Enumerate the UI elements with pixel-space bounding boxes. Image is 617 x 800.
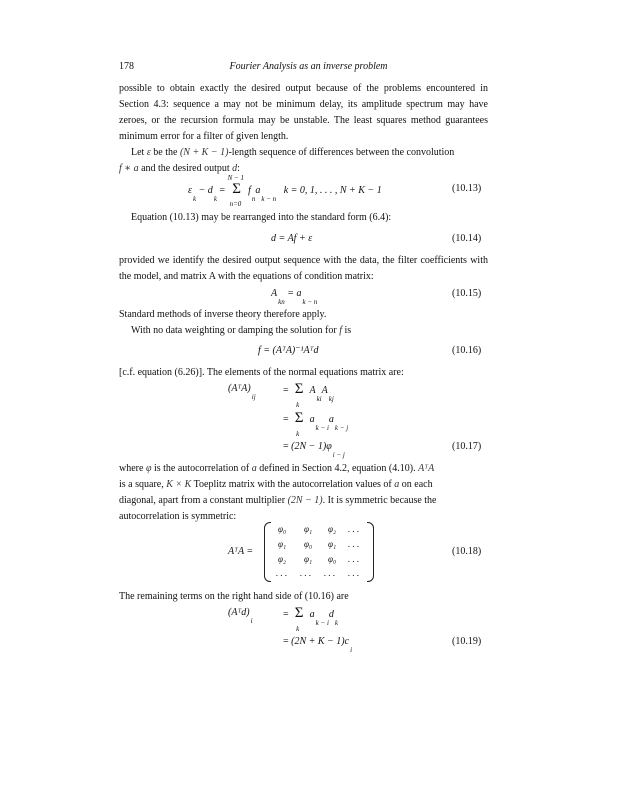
matrix-cell: φ₁ — [278, 539, 287, 549]
matrix-cell: φ₂ — [278, 554, 287, 564]
equation-10-19-line-1: = Σ k $a_{k - i}d_k$ — [283, 605, 339, 633]
paragraph-8-line-2: is a square, K × K Toeplitz matrix with the autocorrelation values of a on each — [119, 479, 433, 490]
equation-10-17-line-3: = $(2N - 1)\varphi_{i - j}$ — [283, 441, 345, 459]
equation-number-10-15: (10.15) — [452, 288, 482, 299]
matrix-cell: . . . — [348, 539, 360, 549]
equation-number-10-19: (10.19) — [452, 636, 482, 647]
equation-10-13: $\varepsilon_k - d_k$ = N − 1 Σ n=0 $f_na_{k - n}$ k = 0, 1, . . . , N + K − 1 — [188, 174, 382, 208]
equation-number-10-17: (10.17) — [452, 441, 482, 452]
paragraph-2-line-2: f ∗ a and the desired output d: — [119, 163, 240, 174]
paragraph-4: provided we identify the desired output sequence with the data, the filter coefficients with the model, and matrix A with the equations of condition matrix: — [119, 255, 488, 282]
matrix-cell: . . . — [348, 554, 360, 564]
paragraph-5: Standard methods of inverse theory therefore apply. — [119, 309, 327, 320]
toeplitz-matrix — [264, 522, 374, 582]
equation-10-17-lhs: $(AᵀA)_{ij}$ — [228, 383, 256, 401]
matrix-cell: φ₁ — [328, 539, 337, 549]
matrix-cell: φ₀ — [328, 554, 337, 564]
matrix-cell: φ₁ — [304, 524, 313, 534]
paragraph-1: possible to obtain exactly the desired output because of the problems encountered in Section 4.3: sequence a may not be minimum delay, its amplitude spectrum may have zeroes, or the recursion formula may be unstable. The least squares method guarantees minimum error for a filter of given length. — [119, 83, 488, 142]
paragraph-8-line-4: autocorrelation is symmetric: — [119, 511, 237, 522]
equation-number-10-14: (10.14) — [452, 233, 482, 244]
matrix-right-bracket — [367, 522, 374, 582]
paragraph-9: The remaining terms on the right hand side of (10.16) are — [119, 591, 349, 602]
paragraph-7: [c.f. equation (6.26)]. The elements of the normal equations matrix are: — [119, 367, 404, 378]
matrix-cell: φ₀ — [304, 539, 313, 549]
matrix-cell: . . . — [348, 568, 360, 578]
paragraph-6: With no data weighting or damping the solution for f is — [131, 325, 352, 336]
equation-number-10-13: (10.13) — [452, 183, 482, 194]
paragraph-3: Equation (10.13) may be rearranged into the standard form (6.4): — [131, 212, 392, 223]
equation-10-19-line-2: = $(2N + K - 1)c_i$ — [283, 636, 353, 654]
equation-10-14: d = Af + ε — [271, 233, 313, 244]
matrix-cell: . . . — [348, 524, 360, 534]
page-number: 178 — [119, 61, 134, 72]
equation-number-10-16: (10.16) — [452, 345, 482, 356]
equation-10-18-lhs: AᵀA = — [228, 546, 254, 557]
paragraph-8-line-3: diagonal, apart from a constant multiplier (2N − 1). It is symmetric because the — [119, 495, 437, 506]
paragraph-2-line-1: Let ε be the (N + K − 1)-length sequence of differences between the convolution — [131, 147, 455, 158]
matrix-cell: . . . — [300, 568, 312, 578]
paragraph-8-line-1: where φ is the autocorrelation of a defined in Section 4.2, equation (4.10). AᵀA — [119, 463, 435, 474]
equation-10-16: f = (AᵀA)⁻¹Aᵀd — [258, 345, 319, 356]
matrix-cell: . . . — [276, 568, 288, 578]
equation-10-17-line-1: = Σ k $A_{ki}A_{kj}$ — [283, 381, 334, 409]
running-title: Fourier Analysis as an inverse problem — [229, 61, 388, 72]
matrix-cell: φ₀ — [278, 524, 287, 534]
matrix-cell: φ₁ — [304, 554, 313, 564]
equation-10-15: $A_{kn} = a_{k - n}$ — [271, 288, 318, 306]
equation-10-19-lhs: $(Aᵀd)_i$ — [228, 607, 253, 625]
matrix-left-bracket — [264, 522, 271, 582]
matrix-cell: φ₂ — [328, 524, 337, 534]
matrix-cell: . . . — [324, 568, 336, 578]
equation-10-17-line-2: = Σ k $a_{k - i}a_{k - j}$ — [283, 410, 349, 438]
equation-number-10-18: (10.18) — [452, 546, 482, 557]
